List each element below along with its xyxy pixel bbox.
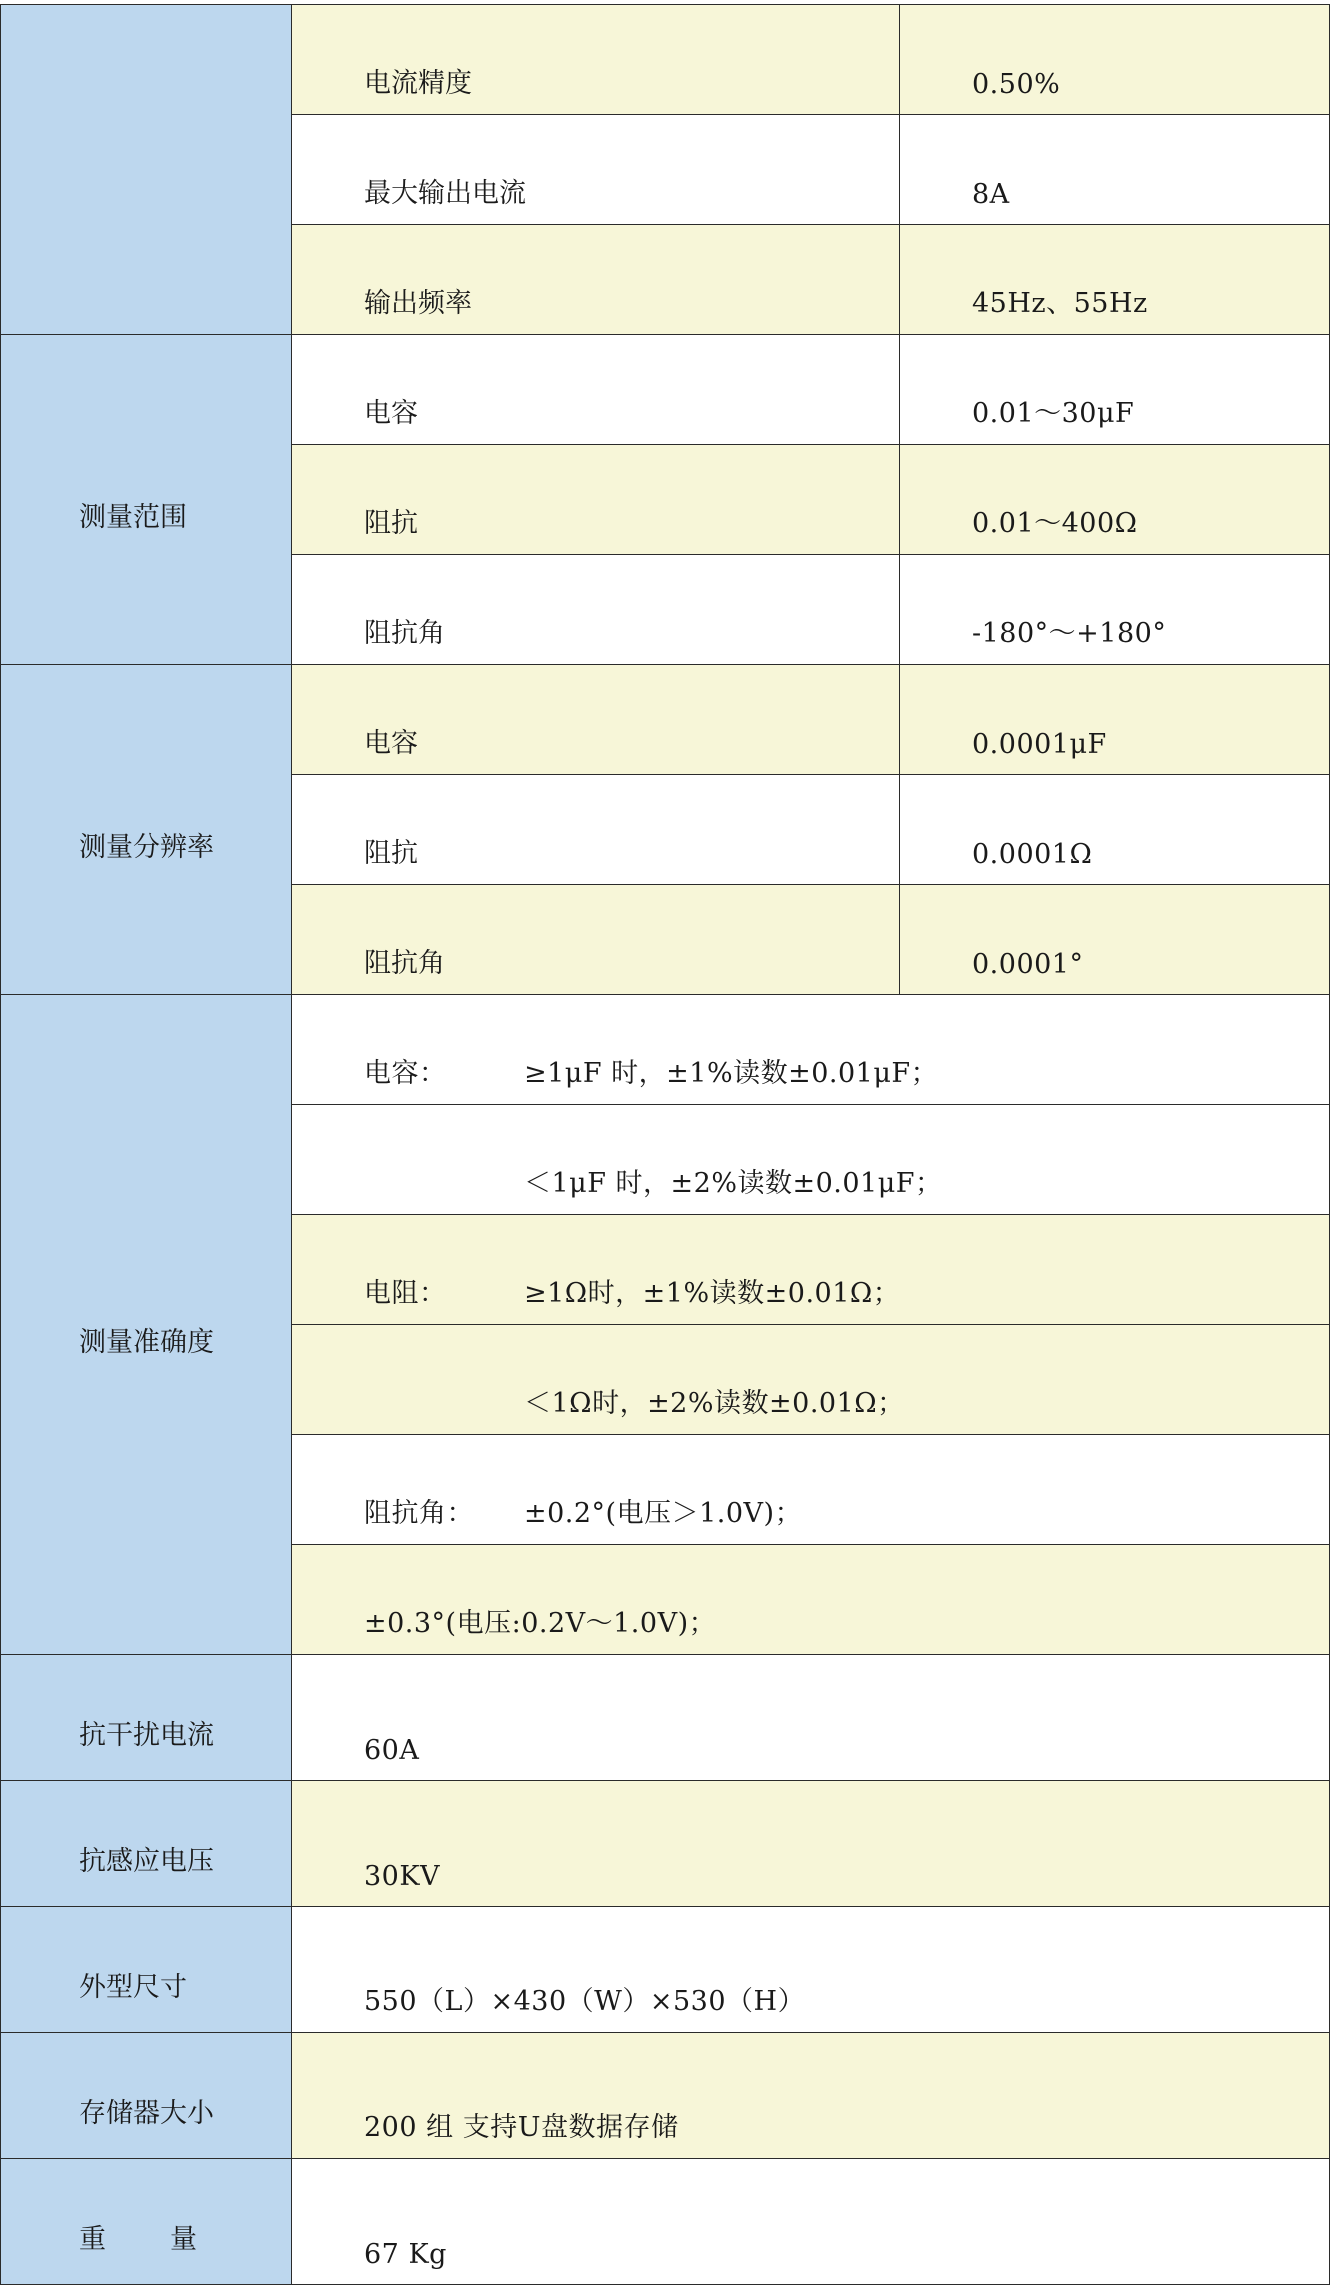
value-range-capacitance: 0.01～30μF [900, 335, 1330, 445]
table-row [1, 1655, 1330, 1781]
table-row [1, 1907, 1330, 2033]
accuracy-resistance-label: 电阻： [364, 1278, 447, 1309]
accuracy-resistance-text-2: ＜1Ω时，±2%读数±0.01Ω； [524, 1388, 905, 1419]
value-current-accuracy: 0.50% [900, 5, 1330, 115]
accuracy-resistance-line-1 [292, 1215, 1330, 1325]
table-row [1, 5, 1330, 115]
item-output-frequency: 输出频率 [292, 225, 900, 335]
item-resolution-impedance-angle: 阻抗角 [292, 885, 900, 995]
table-row [1, 665, 1330, 775]
accuracy-capacitance-line-2 [292, 1105, 1330, 1215]
table-row [1, 995, 1330, 1105]
category-weight-char-1: 重 [79, 2224, 106, 2255]
accuracy-resistance-line-2 [292, 1325, 1330, 1435]
item-current-accuracy: 电流精度 [292, 5, 900, 115]
category-measurement-range: 测量范围 [1, 335, 292, 665]
category-weight [1, 2159, 292, 2285]
accuracy-angle-label: 阻抗角： [364, 1498, 474, 1529]
value-resolution-capacitance: 0.0001μF [900, 665, 1330, 775]
table-row [1, 335, 1330, 445]
value-resolution-impedance: 0.0001Ω [900, 775, 1330, 885]
item-resolution-capacitance: 电容 [292, 665, 900, 775]
item-range-capacitance: 电容 [292, 335, 900, 445]
accuracy-capacitance-text-2: ＜1μF 时，±2%读数±0.01μF； [524, 1168, 943, 1199]
table-row [1, 1781, 1330, 1907]
category-storage: 存储器大小 [1, 2033, 292, 2159]
value-output-frequency: 45Hz、55Hz [900, 225, 1330, 335]
spec-table [0, 4, 1330, 2285]
accuracy-capacitance-text-1: ≥1μF 时，±1%读数±0.01μF； [524, 1058, 939, 1089]
item-range-impedance: 阻抗 [292, 445, 900, 555]
category-cell-continued [1, 5, 292, 335]
value-dimensions: 550（L）×430（W）×530（H） [292, 1907, 1330, 2033]
category-weight-char-2: 量 [170, 2224, 197, 2255]
value-storage: 200 组 支持U盘数据存储 [292, 2033, 1330, 2159]
value-range-impedance-angle: -180°～+180° [900, 555, 1330, 665]
accuracy-capacitance-line-1 [292, 995, 1330, 1105]
value-weight: 67 Kg [292, 2159, 1330, 2285]
accuracy-angle-line-1 [292, 1435, 1330, 1545]
item-resolution-impedance: 阻抗 [292, 775, 900, 885]
table-row [1, 2159, 1330, 2285]
item-range-impedance-angle: 阻抗角 [292, 555, 900, 665]
accuracy-resistance-text-1: ≥1Ω时，±1%读数±0.01Ω； [524, 1278, 901, 1309]
item-max-output-current: 最大输出电流 [292, 115, 900, 225]
category-anti-induction-voltage: 抗感应电压 [1, 1781, 292, 1907]
accuracy-angle-text-1: ±0.2°(电压＞1.0V)； [524, 1498, 803, 1529]
category-dimensions: 外型尺寸 [1, 1907, 292, 2033]
accuracy-angle-line-2: ±0.3°(电压:0.2V～1.0V)； [292, 1545, 1330, 1655]
category-measurement-accuracy: 测量准确度 [1, 995, 292, 1655]
value-anti-interference-current: 60A [292, 1655, 1330, 1781]
category-measurement-resolution: 测量分辨率 [1, 665, 292, 995]
category-anti-interference-current: 抗干扰电流 [1, 1655, 292, 1781]
accuracy-capacitance-label: 电容： [364, 1058, 447, 1089]
value-max-output-current: 8A [900, 115, 1330, 225]
value-anti-induction-voltage: 30KV [292, 1781, 1330, 1907]
table-row [1, 2033, 1330, 2159]
value-range-impedance: 0.01～400Ω [900, 445, 1330, 555]
value-resolution-impedance-angle: 0.0001° [900, 885, 1330, 995]
